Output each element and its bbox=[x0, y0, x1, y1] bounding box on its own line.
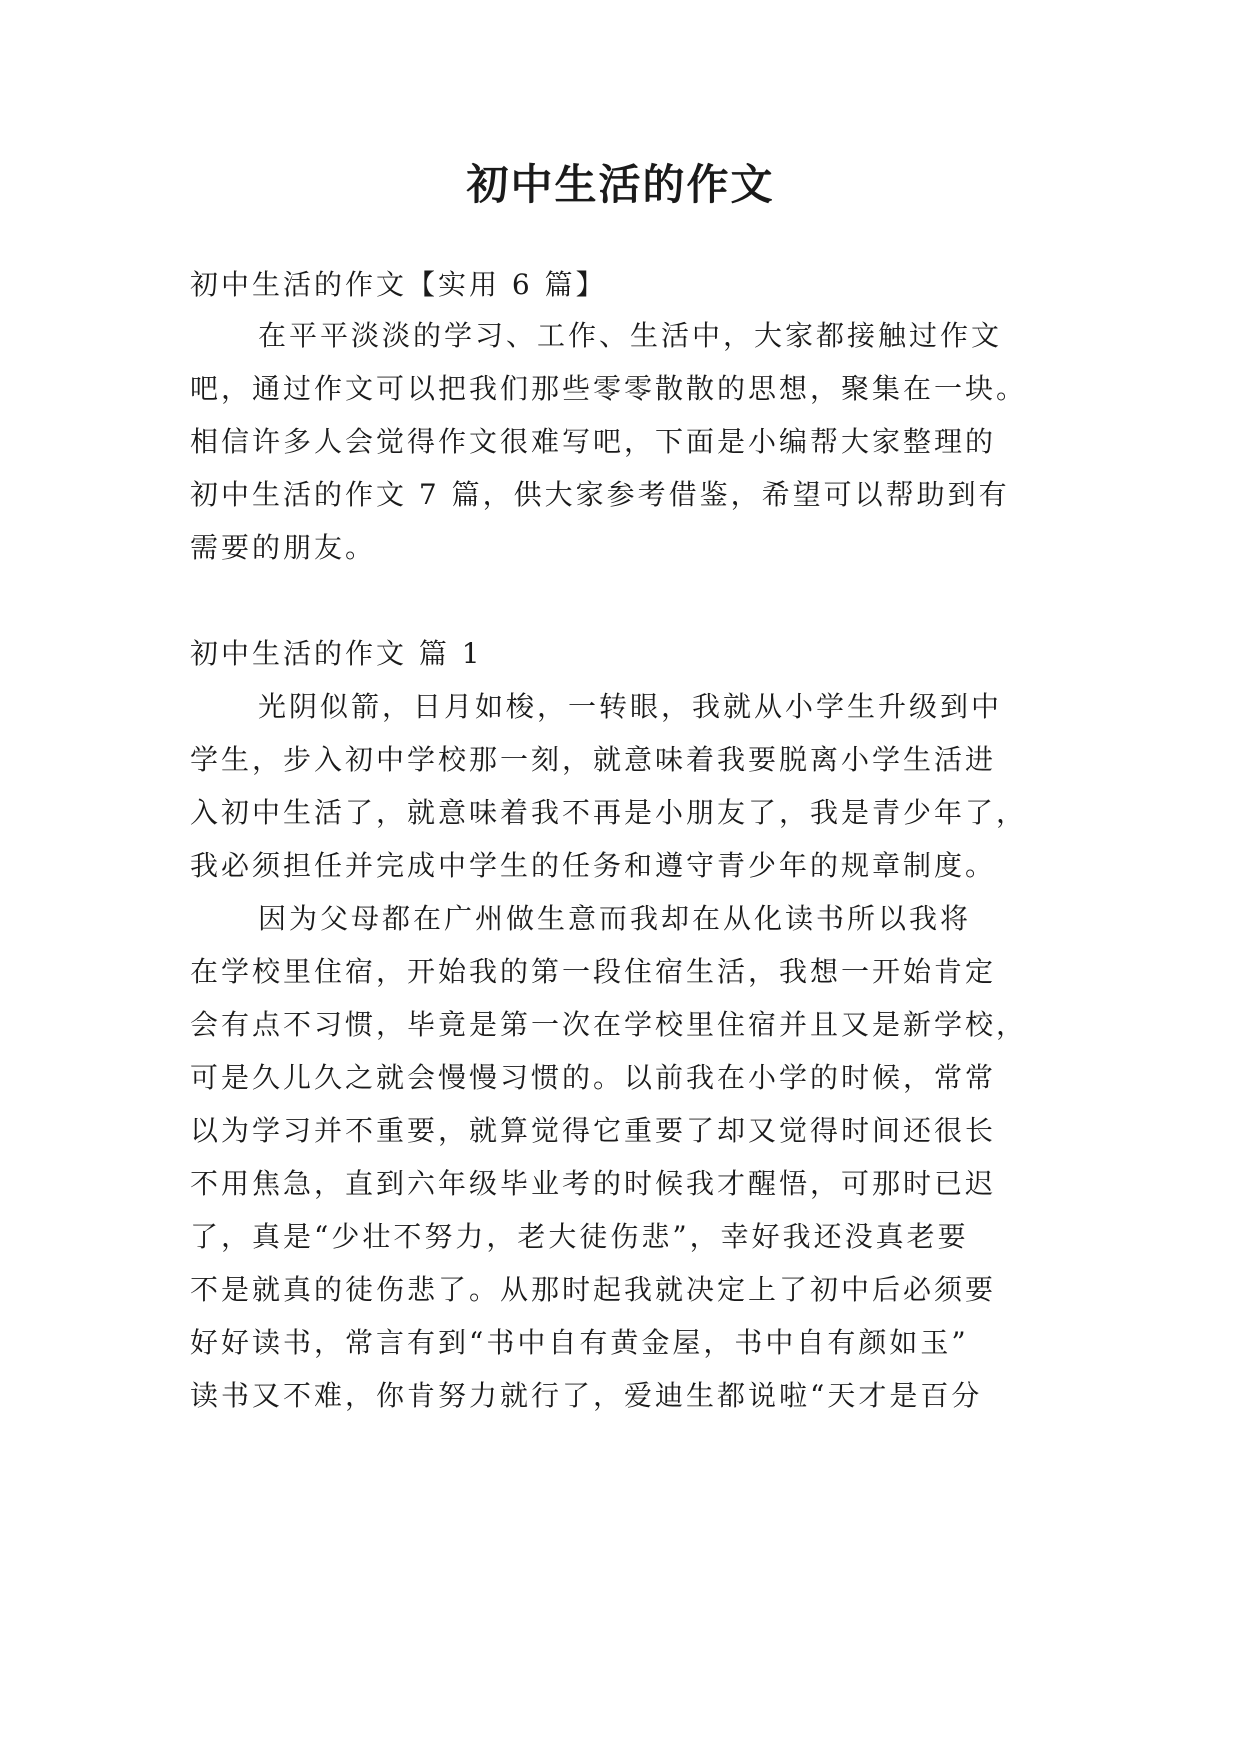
body-line: 不用焦急，直到六年级毕业考的时候我才醒悟，可那时已迟 bbox=[190, 1167, 997, 1200]
body-line: 以为学习并不重要，就算觉得它重要了却又觉得时间还很长 bbox=[190, 1114, 997, 1147]
body-line: 我必须担任并完成中学生的任务和遵守青少年的规章制度。 bbox=[190, 849, 997, 882]
body-line: 好好读书，常言有到“书中自有黄金屋，书中自有颜如玉” bbox=[190, 1326, 969, 1359]
body-line: 学生，步入初中学校那一刻，就意味着我要脱离小学生活进 bbox=[190, 743, 997, 776]
body-line: 在学校里住宿，开始我的第一段住宿生活，我想一开始肯定 bbox=[190, 955, 997, 988]
intro-line: 吧，通过作文可以把我们那些零零散散的思想，聚集在一块。 bbox=[190, 372, 1028, 405]
body-line: 可是久儿久之就会慢慢习惯的。以前我在小学的时候，常常 bbox=[190, 1061, 997, 1094]
body-line: 会有点不习惯，毕竟是第一次在学校里住宿并且又是新学校， bbox=[190, 1008, 1028, 1041]
intro-line: 初中生活的作文 7 篇，供大家参考借鉴，希望可以帮助到有 bbox=[190, 478, 1010, 511]
document-subtitle: 初中生活的作文【实用 6 篇】 bbox=[190, 268, 607, 301]
intro-line: 相信许多人会觉得作文很难写吧，下面是小编帮大家整理的 bbox=[190, 425, 997, 458]
body-line: 读书又不难，你肯努力就行了，爱迪生都说啦“天才是百分 bbox=[190, 1379, 983, 1412]
section-heading: 初中生活的作文 篇 1 bbox=[190, 637, 483, 670]
intro-line: 需要的朋友。 bbox=[190, 531, 377, 564]
body-line: 了，真是“少壮不努力，老大徒伤悲”，幸好我还没真老要 bbox=[190, 1220, 969, 1253]
document-title: 初中生活的作文 bbox=[466, 160, 775, 209]
body-line: 不是就真的徒伤悲了。从那时起我就决定上了初中后必须要 bbox=[190, 1273, 997, 1306]
intro-line: 在平平淡淡的学习、工作、生活中，大家都接触过作文 bbox=[258, 319, 1003, 352]
body-line: 光阴似箭，日月如梭，一转眼，我就从小学生升级到中 bbox=[258, 690, 1003, 723]
body-line: 因为父母都在广州做生意而我却在从化读书所以我将 bbox=[258, 902, 972, 935]
body-line: 入初中生活了，就意味着我不再是小朋友了，我是青少年了， bbox=[190, 796, 1028, 829]
